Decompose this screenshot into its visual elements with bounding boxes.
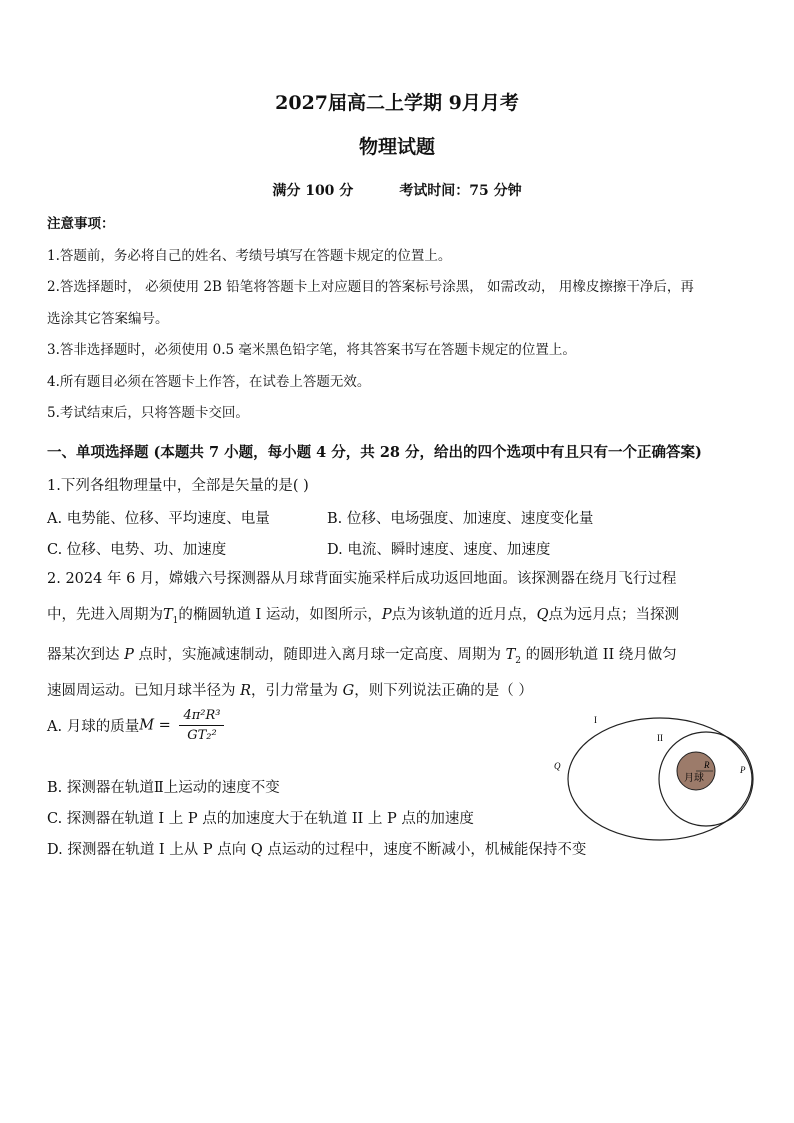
section-heading: 一、单项选择题 (本题共 7 小题，每小题 4 分，共 28 分，给出的四个选项中有且只有一个正确答案) — [47, 444, 702, 461]
q2-option-a: A. 月球的质量M = $\frac{\text{4π²R³}}{\text{GT₂²}}$ — [47, 708, 224, 743]
notice-heading: 注意事项： — [47, 216, 115, 232]
notice-item: 1.答题前，务必将自己的姓名、考绩号填写在答题卡规定的位置上。 — [47, 248, 452, 264]
question-2-line-2: 中，先进入周期为$T_1$的椭圆轨道 I 运动，如图所示，P点为该轨道的近月点，Q点为远月点；当探测 — [47, 607, 680, 626]
subject-title: 物理试题 — [358, 136, 435, 158]
point-q-label: Q — [554, 761, 561, 771]
q1-option-a: A. 电势能、位移、平均速度、电量 — [47, 511, 270, 527]
full-score: 满分 100 分 — [272, 183, 354, 199]
q2-option-d: D. 探测器在轨道 I 上从 P 点向 Q 点运动的过程中，速度不断减小，机械能保持不变 — [47, 842, 587, 858]
notice-item: 选涂其它答案编号。 — [47, 311, 169, 327]
q1-option-d: D. 电流、瞬时速度、速度、加速度 — [327, 542, 551, 558]
orbit-i-label: I — [594, 715, 597, 725]
question-2-line-4: 速圆周运动。已知月球半径为 R，引力常量为 G，则下列说法正确的是（ ） — [47, 683, 533, 699]
exam-meta — [0, 180, 794, 200]
question-2-line-3: 器某次到达 P 点时，实施减速制动，随即进入离月球一定高度、周期为 $T_2$ 的圆形轨道 II 绕月做匀 — [47, 647, 677, 666]
orbit-ii-label: II — [657, 733, 663, 743]
exam-title: 2027届高二上学期 9月月考 — [275, 92, 519, 114]
q2-option-c: C. 探测器在轨道 I 上 P 点的加速度大于在轨道 II 上 P 点的加速度 — [47, 811, 474, 827]
orbit-diagram — [548, 708, 758, 848]
notice-item: 4.所有题目必须在答题卡上作答，在试卷上答题无效。 — [47, 374, 371, 390]
notice-item: 3.答非选择题时，必须使用 0.5 毫米黑色铅字笔，将其答案书写在答题卡规定的位置上。 — [47, 342, 576, 358]
mass-fraction: $\frac{\text{4π²R³}}{\text{GT₂²}}$ — [179, 708, 224, 743]
exam-time: 考试时间：75 分钟 — [399, 183, 522, 199]
point-p-label: P — [740, 765, 746, 775]
notice-item: 2.答选择题时， 必须使用 2B 铅笔将答题卡上对应题目的答案标号涂黑， 如需改动， 用橡皮擦擦干净后，再 — [47, 279, 694, 295]
question-2-line-1: 2. 2024 年 6 月，嫦娥六号探测器从月球背面实施采样后成功返回地面。该探测器在绕月飞行过程 — [47, 571, 677, 587]
moon-label: 月球 — [684, 773, 704, 784]
q2-option-b: B. 探测器在轨道Ⅱ上运动的速度不变 — [47, 780, 280, 796]
notice-item: 5.考试结束后，只将答题卡交回。 — [47, 405, 249, 421]
radius-label: R — [704, 760, 710, 770]
q1-option-b: B. 位移、电场强度、加速度、速度变化量 — [327, 511, 594, 527]
q1-option-c: C. 位移、电势、功、加速度 — [47, 542, 227, 558]
question-1-stem: 1.下列各组物理量中，全部是矢量的是( ) — [47, 478, 309, 494]
